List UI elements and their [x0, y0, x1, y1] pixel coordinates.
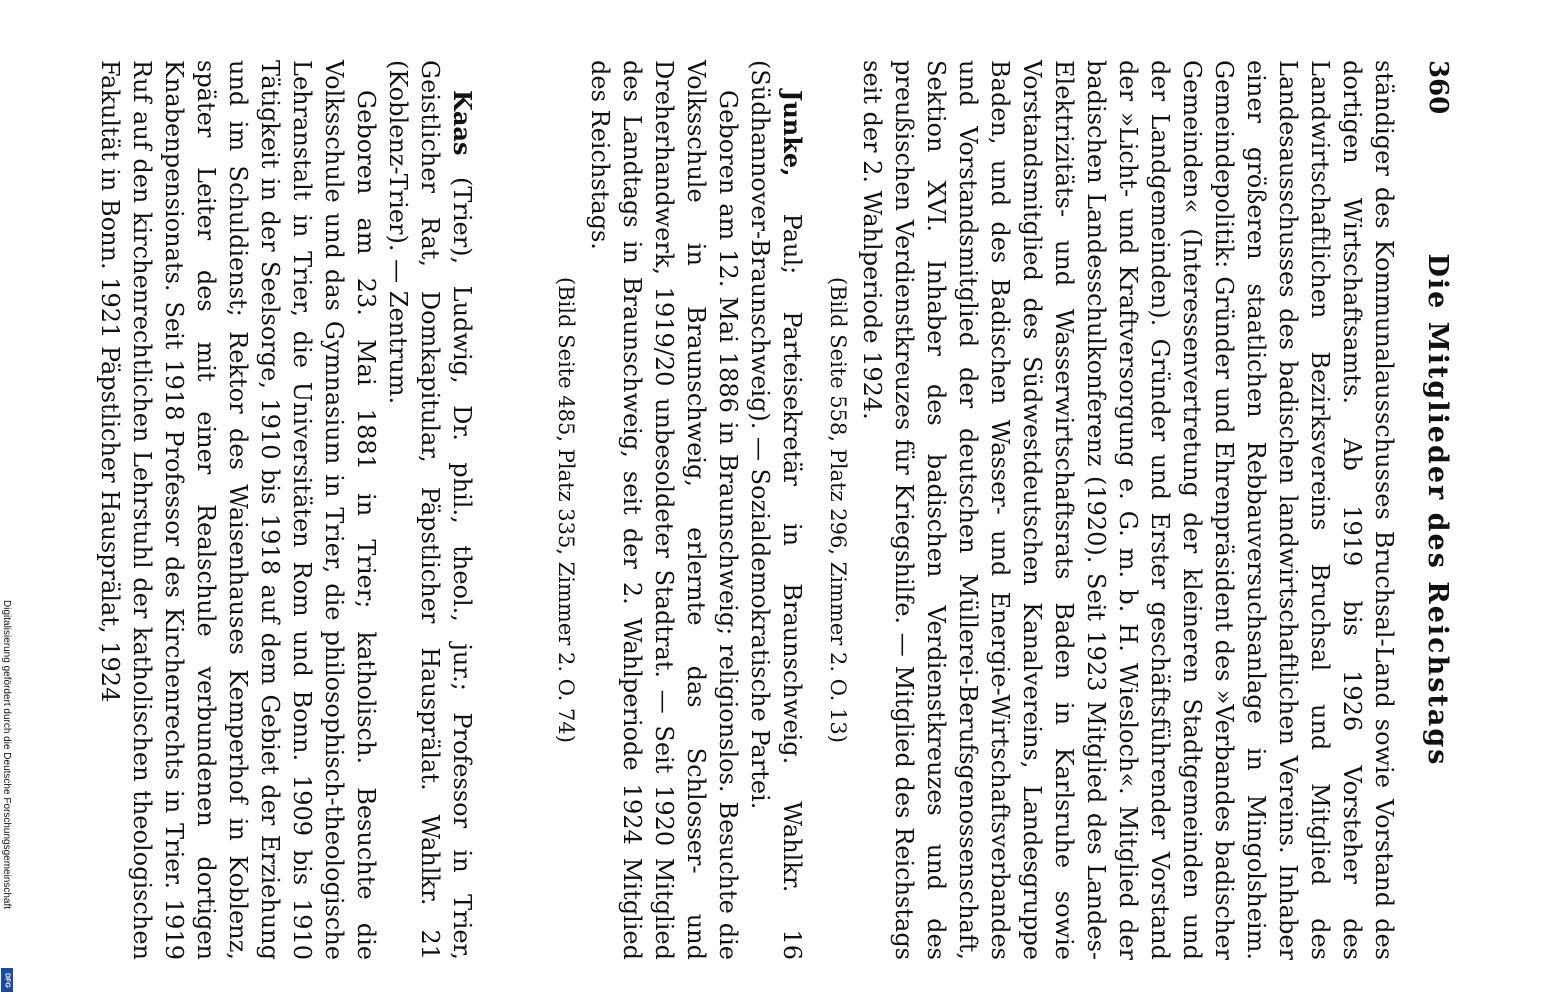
- entry-junke: [550, 60, 808, 960]
- entry-kaas: [94, 60, 478, 960]
- entry-reference: (Bild Seite 558, Platz 296, Zimmer 2. O. 13): [826, 277, 850, 743]
- entry-body: ständiger des Kommunalausschusses Bruchsal-Land sowie Vorstand des dortigen Wirtschaftsamts. Ab 1919 bis 1926 Vorsteher des Landwirtschaftlichen Bezirksvereins Bruchsal und Mitglied des Landesausschusses des badischen landwirtschaftlichen Vereins. Inhaber einer größeren staatlichen Rebbauversuchsanlage in Mingolsheim. Gemeindepolitik: Gründer und Ehrenpräsident des »Verbandes badischer Gemeinden« (Interessenvertretung der kleineren Stadtgemeinden und der Landgemeinden). Gründer und Erster geschäftsführender Vorstand der »Licht- und Kraftversorgung e. G. m. b. H. Wiesloch«. Mitglied der badischen Landesschulkonferenz (1920). Seit 1923 Mitglied des Landes-Elektrizitäts- und Wasserwirtschaftsrats Baden in Karlsruhe sowie Vorstandsmitglied des Südwestdeutschen Kanalvereins, Landesgruppe Baden, und des Badischen Wasser- und Energie-Wirtschaftsverbandes und Vorstandsmitglied der deutschen Müllerei-Berufsgenossenschaft, Sektion XVI. Inhaber des badischen Verdienstkreuzes und des preußischen Verdienstkreuzes für Kriegshilfe. — Mitglied des Reichstags seit der 2. Wahlperiode 1924.: [858, 60, 1398, 960]
- entry-reference: (Bild Seite 485, Platz 335, Zimmer 2. O. 74): [554, 277, 578, 743]
- funding-note-text: Digitalisierung gefördert durch die Deutsche Forschungsgemeinschaft: [1, 600, 12, 910]
- page-title: Die Mitglieder des Reichstags: [1422, 253, 1453, 767]
- entry-body: Geboren am 23. Mai 1881 in Trier; katholisch. Besuchte die Volksschule und das Gymnasium in Trier, die philosophisch-theologische Lehranstalt in Trier, die Universitäten Rom und Bonn. 1909 bis 1910 Tätigkeit in der Seelsorge, 1910 bis 1918 auf dem Gebiet der Erziehung und im Schuldienst; Rektor des Waisenhauses Kemperhof in Koblenz, später Leiter des mit einer Realschule verbundenen dortigen Knabenpensionats. Seit 1918 Professor des Kirchenrechts in Trier. 1919 Ruf auf den kirchenrechtlichen Lehrstuhl der katholischen theologischen Fakultät in Bonn. 1921 Päpstlicher Hausprälat, 1924: [96, 60, 380, 960]
- entry-name: Junke,: [778, 90, 807, 177]
- dfg-logo-icon: DFG: [1, 968, 13, 992]
- entry-continuation: [822, 60, 1400, 960]
- running-header: [1413, 60, 1453, 960]
- entry-intro: Paul; Parteisekretär in Braunschweig. Wahlkr. 16 (Südhannover-Braunschweig). — Sozialdemokratische Partei.: [746, 60, 806, 960]
- entry-body: Geboren am 12. Mai 1886 in Braunschweig; religionslos. Besuchte die Volksschule in Braunschweig, erlernte das Schlosser- und Dreherhandwerk, 1919/20 unbesoldeter Stadtrat. — Seit 1920 Mitglied des Landtags in Braunschweig, seit der 2. Wahlperiode 1924 Mitglied des Reichstags.: [586, 60, 742, 960]
- entry-name: Kaas: [448, 90, 477, 156]
- entry-intro: (Trier), Ludwig, Dr. phil., theol., jur.; Professor in Trier, Geistlicher Rat, Domkapitular, Päpstlicher Hausprälat. Wahlkr. 21 (Koblenz-Trier). — Zentrum.: [384, 60, 476, 960]
- page-number: 360: [1423, 60, 1453, 115]
- funding-note: [0, 600, 14, 1000]
